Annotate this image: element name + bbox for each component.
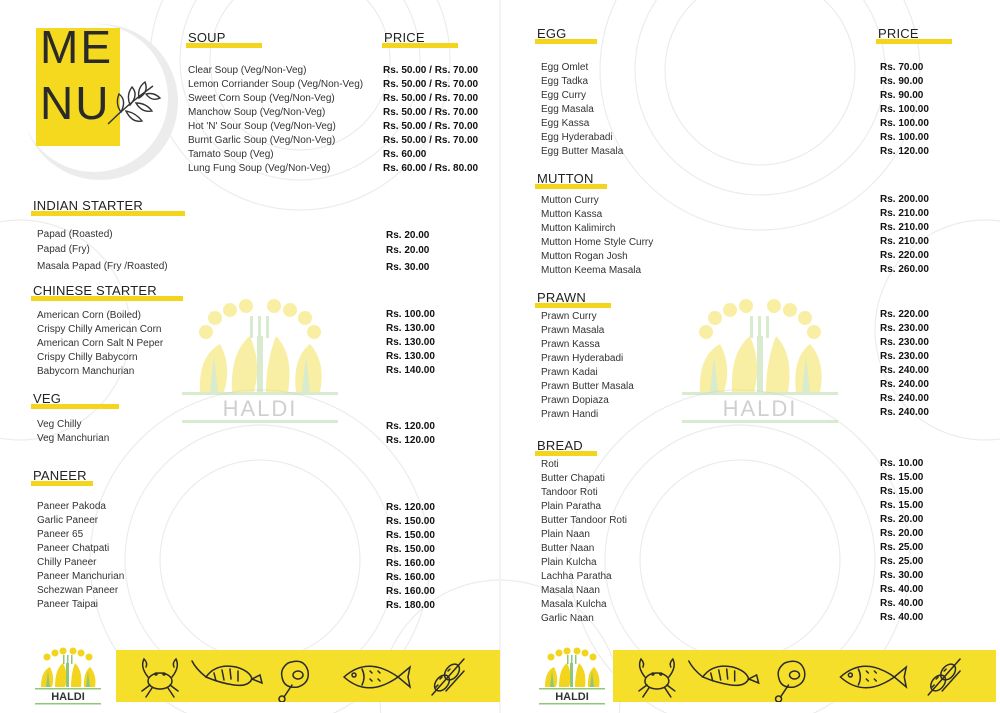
list-item: Egg Omlet xyxy=(541,62,589,73)
indian-starter-items xyxy=(37,227,168,274)
price: Rs. 40.00 xyxy=(880,584,924,595)
price: Rs. 20.00 xyxy=(386,230,430,241)
price: Rs. 260.00 xyxy=(880,264,929,275)
list-item: Prawn Dopiaza xyxy=(541,395,609,406)
mutton-items xyxy=(541,194,653,278)
list-item: Mutton Home Style Curry xyxy=(541,237,654,248)
list-item: Paneer Pakoda xyxy=(37,501,106,512)
list-item: Lung Fung Soup (Veg/Non-Veg) xyxy=(188,163,331,174)
price: Rs. 120.00 xyxy=(386,421,435,432)
price: Rs. 150.00 xyxy=(386,544,435,555)
fish-icon xyxy=(840,666,906,688)
egg-price-heading xyxy=(878,26,919,41)
food-icons-right xyxy=(613,650,996,702)
list-item: Lemon Corriander Soup (Veg/Non-Veg) xyxy=(188,79,364,90)
list-item: Mutton Keema Masala xyxy=(541,265,642,276)
list-item: Manchow Soup (Veg/Non-Veg) xyxy=(188,107,326,118)
list-item: Prawn Kassa xyxy=(541,339,600,350)
prawn-icon xyxy=(192,661,262,685)
chinese-starter-heading xyxy=(33,283,157,298)
list-item: Schezwan Paneer xyxy=(37,585,119,596)
price: Rs. 60.00 xyxy=(383,149,427,160)
price: Rs. 200.00 xyxy=(880,194,929,205)
svg-text:HALDI: HALDI xyxy=(555,691,589,703)
list-item: Papad (Roasted) xyxy=(37,229,113,240)
price: Rs. 50.00 / Rs. 70.00 xyxy=(383,107,479,118)
crab-icon xyxy=(639,659,675,697)
mutton-heading-label: MUTTON xyxy=(537,171,594,186)
price: Rs. 160.00 xyxy=(386,572,435,583)
list-item: Paneer 65 xyxy=(37,529,84,540)
svg-text:HALDI: HALDI xyxy=(222,396,298,421)
list-item: Butter Tandoor Roti xyxy=(541,515,627,526)
egg-heading xyxy=(537,26,567,41)
bread-heading-label: BREAD xyxy=(537,438,583,453)
price: Rs. 40.00 xyxy=(880,612,924,623)
skewer-icon xyxy=(928,659,960,695)
paneer-heading-label: PANEER xyxy=(33,468,87,483)
veg-heading-label: VEG xyxy=(33,391,62,406)
list-item: Tamato Soup (Veg) xyxy=(188,149,274,160)
paneer-items xyxy=(37,500,124,612)
soup-items xyxy=(188,64,363,176)
veg-items xyxy=(37,418,109,446)
list-item: Masala Kulcha xyxy=(541,599,607,610)
price: Rs. 100.00 xyxy=(880,132,929,143)
list-item: Veg Manchurian xyxy=(37,433,110,444)
list-item: Egg Tadka xyxy=(541,76,589,87)
egg-prices xyxy=(880,61,929,159)
list-item: Mutton Rogan Josh xyxy=(541,251,628,262)
list-item: Babycorn Manchurian xyxy=(37,366,135,377)
price: Rs. 240.00 xyxy=(880,379,929,390)
prawn-heading xyxy=(537,290,586,305)
paneer-prices xyxy=(386,501,435,613)
list-item: Prawn Butter Masala xyxy=(541,381,634,392)
fish-icon xyxy=(344,666,410,688)
price: Rs. 20.00 xyxy=(880,528,924,539)
list-item: Prawn Curry xyxy=(541,311,597,322)
price: Rs. 210.00 xyxy=(880,208,929,219)
soup-heading xyxy=(188,30,226,45)
soup-heading-label: SOUP xyxy=(188,30,226,45)
meat-icon xyxy=(279,661,308,702)
price: Rs. 220.00 xyxy=(880,309,929,320)
list-item: Butter Naan xyxy=(541,543,595,554)
price: Rs. 15.00 xyxy=(880,486,924,497)
haldi-watermark-left xyxy=(180,296,340,426)
price: Rs. 240.00 xyxy=(880,365,929,376)
price: Rs. 210.00 xyxy=(880,236,929,247)
chinese-starter-heading-label: CHINESE STARTER xyxy=(33,283,157,298)
svg-text:HALDI: HALDI xyxy=(51,691,85,703)
price: Rs. 100.00 xyxy=(386,309,435,320)
price: Rs. 130.00 xyxy=(386,337,435,348)
price: Rs. 120.00 xyxy=(386,502,435,513)
mutton-prices xyxy=(880,193,929,277)
prawn-prices xyxy=(880,308,929,420)
chinese-starter-items xyxy=(37,309,163,379)
svg-text:HALDI: HALDI xyxy=(722,396,798,421)
list-item: Prawn Masala xyxy=(541,325,605,336)
indian-starter-heading-label: INDIAN STARTER xyxy=(33,198,143,213)
veg-prices xyxy=(386,420,435,448)
egg-heading-label: EGG xyxy=(537,26,567,41)
soup-prices xyxy=(383,64,478,176)
price: Rs. 30.00 xyxy=(386,262,430,273)
paneer-heading xyxy=(33,468,87,483)
list-item: Egg Butter Masala xyxy=(541,146,624,157)
price: Rs. 160.00 xyxy=(386,558,435,569)
price: Rs. 140.00 xyxy=(386,365,435,376)
price: Rs. 230.00 xyxy=(880,337,929,348)
price: Rs. 100.00 xyxy=(880,104,929,115)
menu-title-line1: ME xyxy=(40,21,113,73)
price: Rs. 30.00 xyxy=(880,570,924,581)
list-item: Garlic Paneer xyxy=(37,515,99,526)
list-item: Lachha Paratha xyxy=(541,571,612,582)
skewer-icon xyxy=(432,659,464,695)
list-item: Hot 'N' Sour Soup (Veg/Non-Veg) xyxy=(188,121,336,132)
menu-title-line2: NU xyxy=(40,77,111,129)
price: Rs. 20.00 xyxy=(386,245,430,256)
price: Rs. 60.00 / Rs. 80.00 xyxy=(383,163,479,174)
list-item: American Corn (Boiled) xyxy=(37,310,141,321)
list-item: Egg Masala xyxy=(541,104,594,115)
price: Rs. 230.00 xyxy=(880,351,929,362)
price: Rs. 20.00 xyxy=(880,514,924,525)
price: Rs. 90.00 xyxy=(880,90,924,101)
haldi-logo-left xyxy=(33,647,103,707)
indian-starter-heading xyxy=(33,198,143,213)
list-item: Roti xyxy=(541,459,559,470)
price: Rs. 240.00 xyxy=(880,393,929,404)
price: Rs. 100.00 xyxy=(880,118,929,129)
list-item: Sweet Corn Soup (Veg/Non-Veg) xyxy=(188,93,335,104)
bread-heading xyxy=(537,438,583,453)
price: Rs. 50.00 / Rs. 70.00 xyxy=(383,135,479,146)
list-item: Clear Soup (Veg/Non-Veg) xyxy=(188,65,307,76)
list-item: American Corn Salt N Peper xyxy=(37,338,164,349)
price: Rs. 50.00 / Rs. 70.00 xyxy=(383,79,479,90)
haldi-logo-right xyxy=(537,647,607,707)
list-item: Mutton Curry xyxy=(541,195,599,206)
price: Rs. 90.00 xyxy=(880,76,924,87)
list-item: Crispy Chilly American Corn xyxy=(37,324,162,335)
crab-icon xyxy=(142,659,178,697)
list-item: Prawn Kadai xyxy=(541,367,598,378)
list-item: Egg Kassa xyxy=(541,118,590,129)
price: Rs. 120.00 xyxy=(880,146,929,157)
bread-prices xyxy=(880,457,923,625)
price: Rs. 150.00 xyxy=(386,530,435,541)
egg-items xyxy=(541,61,623,159)
price: Rs. 25.00 xyxy=(880,542,924,553)
list-item: Plain Paratha xyxy=(541,501,602,512)
price: Rs. 50.00 / Rs. 70.00 xyxy=(383,93,479,104)
price: Rs. 50.00 / Rs. 70.00 xyxy=(383,121,479,132)
chinese-starter-prices xyxy=(386,308,435,378)
prawn-icon xyxy=(689,661,759,685)
veg-heading xyxy=(33,391,61,406)
list-item: Mutton Kalimirch xyxy=(541,223,616,234)
list-item: Paneer Taipai xyxy=(37,599,98,610)
prawn-items xyxy=(541,310,634,422)
price: Rs. 40.00 xyxy=(880,598,924,609)
soup-price-heading xyxy=(384,30,425,45)
list-item: Chilly Paneer xyxy=(37,557,97,568)
price-heading-label: PRICE xyxy=(878,26,919,41)
list-item: Papad (Fry) xyxy=(37,244,90,255)
list-item: Plain Kulcha xyxy=(541,557,597,568)
price: Rs. 230.00 xyxy=(880,323,929,334)
meat-icon xyxy=(776,661,805,702)
list-item: Paneer Chatpati xyxy=(37,543,110,554)
bread-items xyxy=(541,458,627,626)
price: Rs. 15.00 xyxy=(880,472,924,483)
price: Rs. 120.00 xyxy=(386,435,435,446)
food-icons-left xyxy=(116,650,500,702)
list-item: Masala Naan xyxy=(541,585,600,596)
list-item: Egg Hyderabadi xyxy=(541,132,613,143)
price: Rs. 10.00 xyxy=(880,458,924,469)
list-item: Prawn Hyderabadi xyxy=(541,353,624,364)
price: Rs. 150.00 xyxy=(386,516,435,527)
price: Rs. 25.00 xyxy=(880,556,924,567)
list-item: Plain Naan xyxy=(541,529,590,540)
list-item: Veg Chilly xyxy=(37,419,82,430)
price-heading-label: PRICE xyxy=(384,30,425,45)
list-item: Butter Chapati xyxy=(541,473,605,484)
list-item: Egg Curry xyxy=(541,90,587,101)
haldi-watermark-right xyxy=(680,296,840,426)
list-item: Paneer Manchurian xyxy=(37,571,125,582)
indian-starter-prices xyxy=(386,228,429,275)
price: Rs. 180.00 xyxy=(386,600,435,611)
list-item: Prawn Handi xyxy=(541,409,599,420)
list-item: Tandoor Roti xyxy=(541,487,598,498)
price: Rs. 220.00 xyxy=(880,250,929,261)
price: Rs. 130.00 xyxy=(386,351,435,362)
list-item: Crispy Chilly Babycorn xyxy=(37,352,138,363)
price: Rs. 160.00 xyxy=(386,586,435,597)
price: Rs. 240.00 xyxy=(880,407,929,418)
price: Rs. 15.00 xyxy=(880,500,924,511)
list-item: Mutton Kassa xyxy=(541,209,603,220)
prawn-heading-label: PRAWN xyxy=(537,290,586,305)
mutton-heading xyxy=(537,171,594,186)
price: Rs. 130.00 xyxy=(386,323,435,334)
price: Rs. 210.00 xyxy=(880,222,929,233)
list-item: Masala Papad (Fry /Roasted) xyxy=(37,261,168,272)
list-item: Burnt Garlic Soup (Veg/Non-Veg) xyxy=(188,135,336,146)
price: Rs. 50.00 / Rs. 70.00 xyxy=(383,65,479,76)
price: Rs. 70.00 xyxy=(880,62,924,73)
list-item: Garlic Naan xyxy=(541,613,594,624)
